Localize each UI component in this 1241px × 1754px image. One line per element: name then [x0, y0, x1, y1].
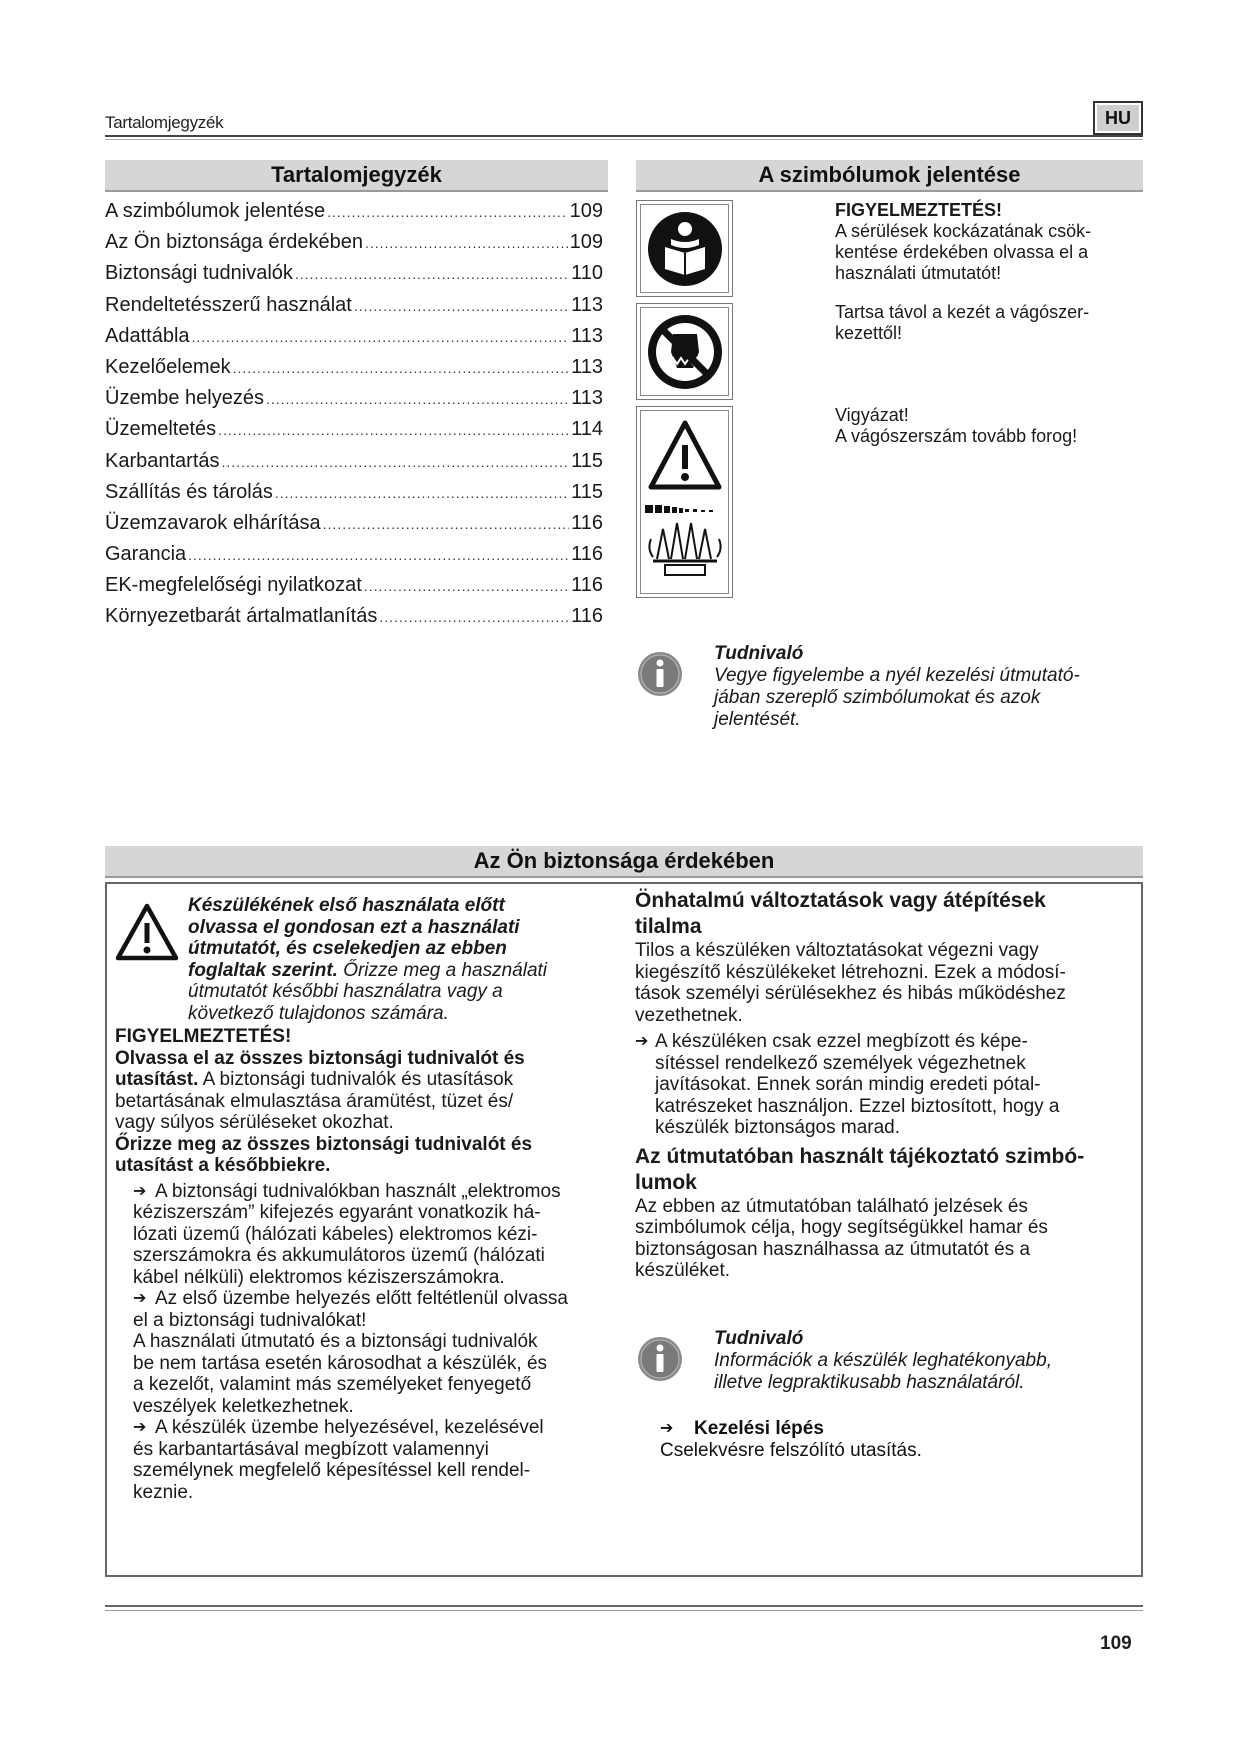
warning-triangle-icon — [647, 417, 723, 493]
subheading: Az útmutatóban használt tájékoztató szimbó- — [635, 1144, 1085, 1168]
toc-heading: Tartalomjegyzék — [105, 160, 608, 192]
symbol-keep-hands-away — [636, 303, 733, 400]
list-item-text: A biztonsági tudnivalókban használt „elektromos — [155, 1180, 561, 1202]
toc-leader-dots — [327, 204, 568, 220]
warning-title: FIGYELMEZTETÉS! — [115, 1026, 292, 1047]
paragraph-line: tások személyi sérülésekhez és hibás működéshez — [635, 983, 1066, 1004]
warning-line: betartásának elmulasztása áramütést, tüzet és/ — [115, 1090, 514, 1112]
safety-heading: Az Ön biztonsága érdekében — [105, 846, 1143, 878]
toc-entry — [105, 418, 603, 449]
subheading: lumok — [635, 1170, 697, 1194]
toc-entry — [105, 356, 603, 387]
symbol-read-manual-line: A sérülések kockázatának csök- — [835, 221, 1092, 241]
subheading: Önhatalmú változtatások vagy átépítések — [635, 889, 1046, 912]
toc-entry-page: 116 — [571, 543, 603, 566]
toc-leader-dots — [275, 485, 569, 501]
symbols-heading: A szimbólumok jelentése — [636, 160, 1143, 192]
toc-entry — [105, 387, 603, 418]
list-item — [133, 1288, 645, 1310]
toc-leader-dots — [192, 329, 570, 345]
toc-entry-label: A szimbólumok jelentése — [105, 200, 326, 222]
toc-leader-dots — [218, 422, 569, 438]
arrow-icon: ➔ — [133, 1290, 147, 1307]
warning-line: Őrizze meg a használati — [337, 959, 548, 981]
rotating-blade-icon — [643, 499, 727, 589]
list-item-text: el a biztonsági tudnivalókat! — [133, 1309, 367, 1331]
toc-entry-label: Karbantartás — [105, 449, 220, 472]
toc-entry — [105, 605, 603, 636]
list-item-text: készülék biztonságos marad. — [655, 1117, 901, 1138]
footer-rule — [105, 1605, 1143, 1607]
paragraph-line: biztonságosan használhassa az útmutatót és a — [635, 1238, 1031, 1260]
toc-entry-page: 110 — [571, 262, 603, 285]
list-item-text: Az első üzembe helyezés előtt feltétlenül olvassa — [155, 1288, 568, 1309]
list-item — [635, 1031, 1135, 1053]
toc-entry-label: Garancia — [105, 543, 187, 566]
paragraph-line: veszélyek keletkezhetnek. — [133, 1395, 354, 1417]
warning-line: útmutatót későbbi használatra vagy a — [188, 981, 503, 1002]
toc-entry-label: Az Ön biztonsága érdekében — [105, 231, 363, 254]
toc-entry — [105, 262, 603, 293]
paragraph-line: be nem tartása esetén károsodhat a készülék, és — [133, 1352, 548, 1374]
toc-entry-page: 113 — [571, 387, 603, 410]
symbol-read-manual-line: használati útmutatót! — [835, 263, 1002, 283]
toc-entry-page: 113 — [571, 324, 603, 347]
toc-entry — [105, 543, 603, 574]
read-manual-icon — [645, 209, 725, 289]
safety-left-column — [115, 893, 645, 1503]
symbol-warning-title: FIGYELMEZTETÉS! — [835, 200, 1003, 220]
paragraph-line: vezethetnek. — [635, 1004, 743, 1026]
list-item-text: kábel nélküli) elektromos kéziszerszámokra. — [133, 1266, 505, 1288]
list-item-text: személynek megfelelő képesítéssel kell rendel- — [133, 1460, 531, 1481]
list-item — [133, 1181, 645, 1203]
note-line: jelentését. — [714, 709, 801, 730]
toc-entry — [105, 481, 603, 512]
toc-leader-dots — [379, 609, 569, 625]
arrow-icon: ➔ — [133, 1419, 147, 1436]
toc-leader-dots — [364, 578, 569, 594]
paragraph-line: Tilos a készüléken változtatásokat végezni vagy — [635, 940, 1039, 961]
warning-line: következő tulajdonos számára. — [188, 1002, 449, 1024]
toc-entry-label: Rendeltetésszerű használat — [105, 293, 352, 316]
list-item-text: keznie. — [133, 1481, 194, 1503]
paragraph-line: a kezelőt, valamint más személyeket fenyegető — [133, 1374, 532, 1395]
symbols-note — [714, 643, 1080, 731]
header-rule-thin — [105, 139, 1143, 140]
running-header: Tartalomjegyzék — [105, 113, 224, 132]
toc-entry-page: 116 — [571, 605, 603, 628]
toc-leader-dots — [354, 298, 569, 314]
info-icon — [636, 650, 684, 698]
toc-leader-dots — [233, 360, 569, 376]
toc-leader-dots — [266, 391, 569, 407]
toc-entry — [105, 512, 603, 543]
keep-hands-away-icon — [645, 312, 725, 392]
symbol-hands-line: Tartsa távol a kezét a vágószer- — [835, 302, 1090, 322]
list-item-text: javításokat. Ennek során mindig eredeti pótal- — [655, 1074, 1041, 1095]
toc-entry-label: Adattábla — [105, 324, 190, 347]
warning-line: Olvassa el az összes biztonsági tudnivalót és — [115, 1047, 525, 1069]
note-line: jában szereplő szimbólumokat és azok — [714, 687, 1041, 708]
language-code: HU — [1097, 105, 1139, 131]
toc-entry — [105, 450, 603, 481]
toc-entry-label: Üzembe helyezés — [105, 387, 264, 410]
list-item-text: sítéssel rendelkező személyek végezhetnek — [655, 1052, 1026, 1074]
toc-leader-dots — [323, 516, 569, 532]
footer-rule-thin — [105, 1610, 1143, 1611]
warning-line: útmutatót, és cselekedjen az ebben — [188, 938, 507, 959]
symbol-read-manual — [636, 200, 733, 297]
list-item-text: A készülék üzembe helyezésével, kezelésével — [155, 1417, 544, 1438]
warning-line: A biztonsági tudnivalók és utasítások — [198, 1069, 514, 1090]
list-item-text: szerszámokra és akkumulátoros üzemű (hálózati — [133, 1245, 545, 1266]
toc-entry — [105, 325, 603, 356]
toc-entry-label: Szállítás és tárolás — [105, 480, 273, 503]
language-badge — [1093, 101, 1143, 135]
symbol-read-manual-text — [835, 200, 1091, 284]
toc-leader-dots — [188, 547, 569, 563]
toc-entry-page: 114 — [571, 418, 603, 441]
symbol-caution-line: Vigyázat! — [835, 405, 909, 425]
operating-step — [660, 1418, 922, 1462]
warning-triangle-icon — [115, 903, 179, 961]
note-line: illetve legpraktikusabb használatáról. — [714, 1372, 1025, 1393]
toc-entry-page: 113 — [571, 355, 603, 378]
list-item-text: A készüléken csak ezzel megbízott és képe- — [655, 1031, 1028, 1052]
list-item-text: lózati üzemű (hálózati kábeles) elektromos kézi- — [133, 1223, 538, 1245]
subheading: tilalma — [635, 915, 702, 938]
toc-entry-page: 109 — [569, 231, 603, 254]
toc-entry-page: 116 — [571, 574, 603, 597]
toc-entry-page: 116 — [571, 511, 603, 534]
note-title: Tudnivaló — [714, 643, 804, 664]
symbol-keep-hands-away-text — [835, 302, 1089, 344]
safety-note — [714, 1328, 1052, 1394]
toc-entry-label: Kezelőelemek — [105, 355, 231, 378]
warning-line: olvassa el gondosan ezt a használati — [188, 916, 520, 938]
toc-entry-label: Üzemeltetés — [105, 418, 217, 441]
safety-right-column — [635, 888, 1135, 1282]
toc-entry-page: 109 — [569, 200, 603, 222]
step-title: Kezelési lépés — [694, 1418, 824, 1439]
symbol-caution-rotating — [636, 406, 733, 598]
symbol-read-manual-line: kentése érdekében olvassa el a — [835, 242, 1089, 262]
paragraph-line: készüléket. — [635, 1260, 731, 1281]
toc-entry-page: 115 — [571, 480, 603, 503]
arrow-icon: ➔ — [133, 1182, 147, 1200]
toc-leader-dots — [295, 266, 569, 282]
toc-entry-label: Biztonsági tudnivalók — [105, 262, 293, 285]
note-line: Vegye figyelembe a nyél kezelési útmutató- — [714, 665, 1080, 686]
toc-entry-label: EK-megfelelőségi nyilatkozat — [105, 574, 362, 597]
paragraph-line: szimbólumok célja, hogy segítségükkel hamar és — [635, 1217, 1048, 1238]
note-line: Információk a készülék leghatékonyabb, — [714, 1350, 1052, 1371]
table-of-contents — [105, 200, 603, 637]
toc-entry — [105, 294, 603, 325]
symbol-hands-line: kezettől! — [835, 323, 903, 343]
list-item — [133, 1417, 645, 1439]
arrow-icon: ➔ — [635, 1033, 649, 1050]
toc-entry-page: 113 — [571, 293, 603, 316]
step-text: Cselekvésre felszólító utasítás. — [660, 1440, 922, 1461]
toc-entry-label: Környezetbarát ártalmatlanítás — [105, 605, 378, 628]
warning-line: utasítást. — [115, 1069, 199, 1090]
list-item-text: és karbantartásával megbízott valamennyi — [133, 1438, 489, 1460]
info-icon — [636, 1335, 684, 1383]
paragraph-line: kiegészítő készülékeket létrehozni. Ezek a módosí- — [635, 961, 1066, 983]
header-rule — [105, 135, 1143, 137]
toc-leader-dots — [222, 454, 570, 470]
toc-entry — [105, 574, 603, 605]
warning-line: utasítást a későbbiekre. — [115, 1155, 331, 1176]
toc-entry — [105, 200, 603, 231]
paragraph-line: A használati útmutató és a biztonsági tudnivalók — [133, 1331, 538, 1352]
warning-line: Őrizze meg az összes biztonsági tudnivalót és — [115, 1133, 533, 1155]
toc-leader-dots — [365, 235, 568, 251]
symbol-caution-line: A vágószerszám tovább forog! — [835, 426, 1078, 446]
toc-entry-page: 115 — [571, 449, 603, 472]
symbol-caution-text — [835, 405, 1077, 447]
toc-entry — [105, 231, 603, 262]
arrow-icon: ➔ — [660, 1420, 674, 1437]
warning-line: foglaltak szerint. — [188, 959, 338, 981]
warning-line: Készülékének első használata előtt — [188, 895, 505, 916]
first-use-warning — [115, 893, 645, 1024]
paragraph-line: Az ebben az útmutatóban található jelzések és — [635, 1195, 1028, 1217]
note-title: Tudnivaló — [714, 1328, 804, 1349]
warning-line: vagy súlyos sérüléseket okozhat. — [115, 1112, 394, 1133]
page-number: 109 — [1100, 1633, 1132, 1654]
list-item-text: kéziszerszám” kifejezés egyaránt vonatkozik há- — [133, 1202, 541, 1223]
toc-entry-label: Üzemzavarok elhárítása — [105, 511, 321, 534]
list-item-text: katrészeket használjon. Ezzel biztosított, hogy a — [655, 1095, 1060, 1117]
